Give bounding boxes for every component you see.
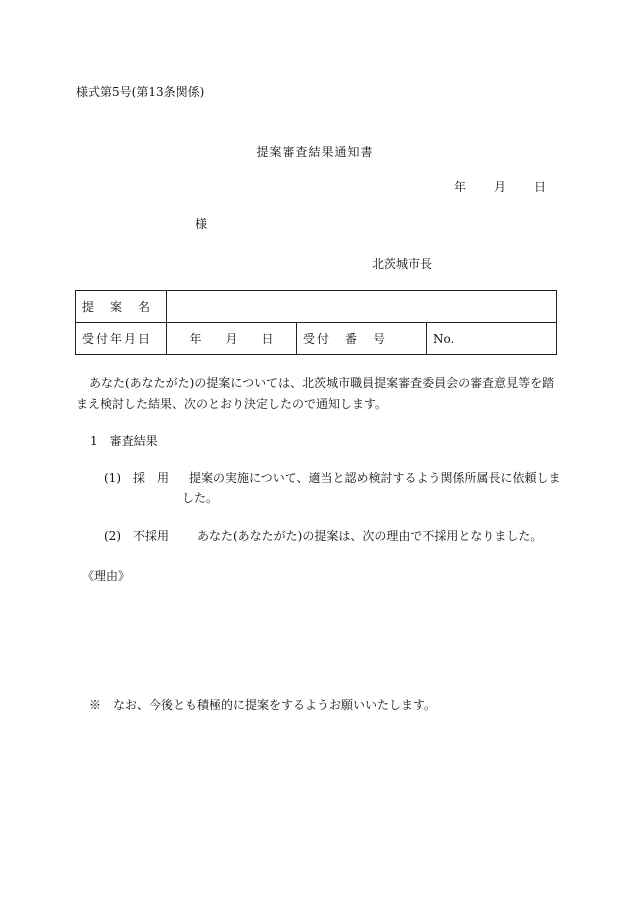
date-month: 月 [494, 180, 507, 194]
body-paragraph-line1: あなた(あなたがた)の提案については、北茨城市職員提案審査委員会の審査意見等を踏 [89, 376, 555, 390]
item2-label: (2) 不採用 [104, 529, 169, 543]
receipt-number-value: No. [427, 323, 557, 355]
item2-text: あなた(あなたがた)の提案は、次の理由で不採用となりました。 [197, 529, 543, 543]
item1-text-line1: 提案の実施について、適当と認め検討するよう関係所属長に依頼しま [189, 471, 561, 485]
table-row [76, 323, 557, 355]
item1-text-line2: した。 [182, 491, 219, 505]
date-line [454, 179, 546, 195]
date-year: 年 [454, 180, 467, 194]
received-date-value: 年 月 日 [167, 323, 297, 355]
received-date-label: 受付年月日 [76, 323, 167, 355]
section-heading: 1 審査結果 [90, 434, 158, 448]
body-paragraph-line2: まえ検討した結果、次のとおり決定したので通知します。 [76, 397, 388, 411]
sender: 北茨城市長 [372, 257, 433, 271]
reason-label: 《理由》 [82, 569, 131, 583]
proposal-name-label: 提 案 名 [76, 291, 167, 323]
closing-note: ※ なお、今後とも積極的に提案をするようお願いいたします。 [89, 698, 437, 712]
form-number: 様式第5号(第13条関係) [76, 85, 205, 99]
receipt-number-label: 受付 番 号 [297, 323, 427, 355]
table-row [76, 291, 557, 323]
recipient-suffix: 様 [195, 217, 208, 231]
proposal-info-table [75, 290, 557, 355]
proposal-name-value [167, 291, 557, 323]
item1-label: (1) 採 用 [104, 471, 169, 485]
document-title: 提案審査結果通知書 [256, 145, 374, 159]
date-day: 日 [534, 180, 547, 194]
